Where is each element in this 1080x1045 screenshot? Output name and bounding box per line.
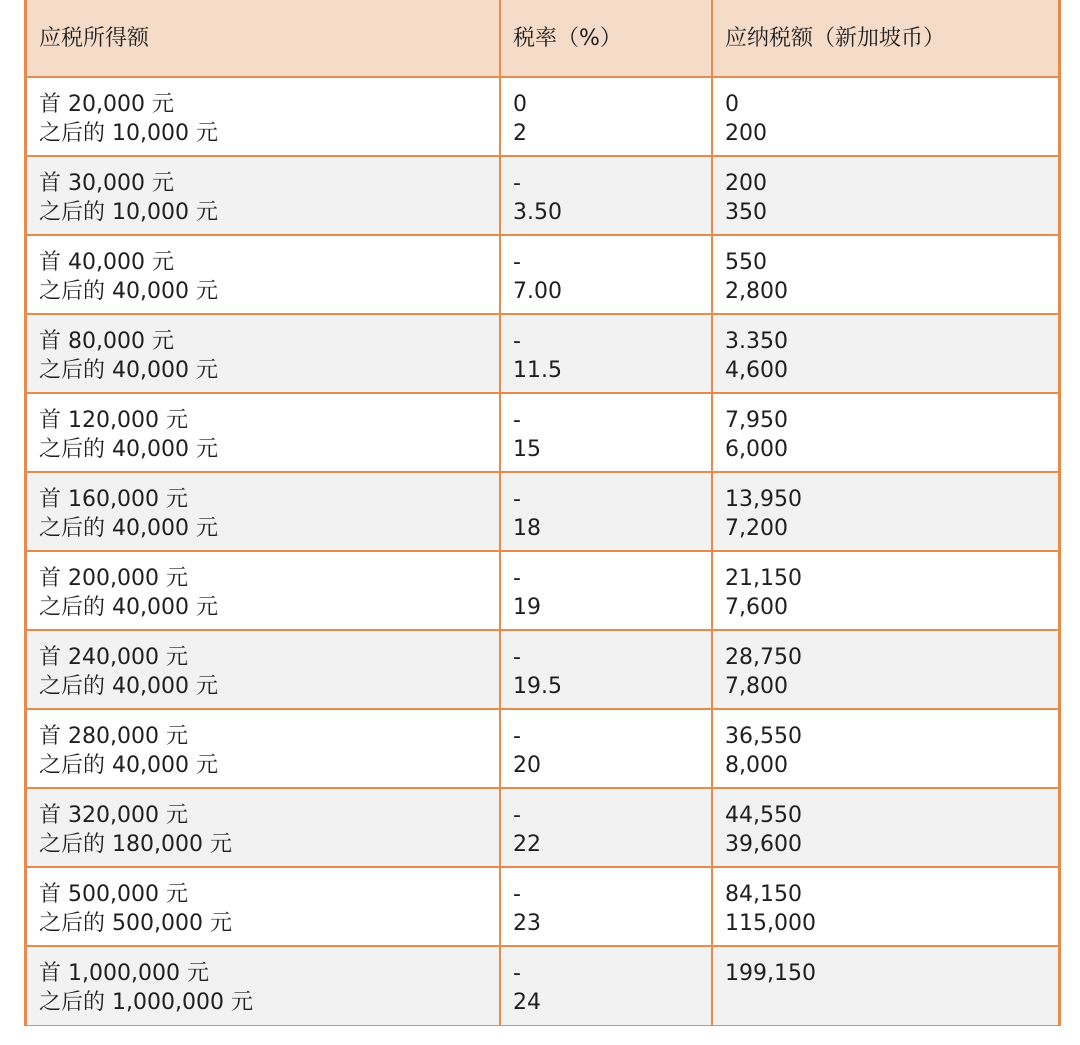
rate-cell: [500, 314, 712, 393]
table-row: [27, 867, 1058, 946]
rate-next: 15: [513, 437, 541, 462]
rate-first: -: [513, 961, 521, 986]
tax-first: 84,150: [725, 882, 802, 907]
rate-cell: [500, 393, 712, 472]
income-cell: [27, 235, 500, 314]
tax-cell: [712, 709, 1058, 788]
tax-cell: [712, 788, 1058, 867]
tax-next: 7,600: [725, 595, 788, 620]
income-first: 首 160,000 元: [39, 487, 188, 512]
income-cell: [27, 551, 500, 630]
rate-cell: [500, 156, 712, 235]
tax-first: 44,550: [725, 803, 802, 828]
income-first: 首 240,000 元: [39, 645, 188, 670]
rate-next: 7.00: [513, 279, 562, 304]
rate-next: 22: [513, 832, 541, 857]
rate-next: 24: [513, 990, 541, 1015]
tax-cell: [712, 472, 1058, 551]
rate-next: 18: [513, 516, 541, 541]
tax-rate-table: [27, 0, 1058, 1025]
income-next: 之后的 1,000,000 元: [39, 990, 253, 1015]
income-first: 首 500,000 元: [39, 882, 188, 907]
rate-first: -: [513, 724, 521, 749]
income-first: 首 120,000 元: [39, 408, 188, 433]
rate-cell: [500, 630, 712, 709]
tax-next: 200: [725, 121, 767, 146]
tax-rate-table-frame: [24, 0, 1061, 1026]
tax-cell: [712, 551, 1058, 630]
income-next: 之后的 40,000 元: [39, 437, 218, 462]
tax-first: 199,150: [725, 961, 816, 986]
table-row: [27, 946, 1058, 1025]
table-header-row: [27, 0, 1058, 77]
income-cell: [27, 393, 500, 472]
income-cell: [27, 77, 500, 156]
income-next: 之后的 10,000 元: [39, 121, 218, 146]
tax-cell: [712, 630, 1058, 709]
rate-cell: [500, 472, 712, 551]
rate-cell: [500, 946, 712, 1025]
income-next: 之后的 180,000 元: [39, 832, 232, 857]
table-row: [27, 235, 1058, 314]
rate-first: -: [513, 803, 521, 828]
table-row: [27, 788, 1058, 867]
table-row: [27, 314, 1058, 393]
header-taxable-income: 应税所得额: [27, 0, 500, 77]
tax-cell: [712, 393, 1058, 472]
rate-first: -: [513, 250, 521, 275]
tax-next: 2,800: [725, 279, 788, 304]
tax-next: 115,000: [725, 911, 816, 936]
tax-first: 0: [725, 92, 739, 117]
tax-next: 6,000: [725, 437, 788, 462]
rate-cell: [500, 551, 712, 630]
header-tax-payable: 应纳税额（新加坡币）: [712, 0, 1058, 77]
tax-first: 550: [725, 250, 767, 275]
income-next: 之后的 40,000 元: [39, 674, 218, 699]
tax-cell: [712, 867, 1058, 946]
tax-first: 36,550: [725, 724, 802, 749]
income-first: 首 20,000 元: [39, 92, 174, 117]
income-first: 首 320,000 元: [39, 803, 188, 828]
tax-cell: [712, 946, 1058, 1025]
rate-next: 20: [513, 753, 541, 778]
rate-first: -: [513, 329, 521, 354]
rate-first: 0: [513, 92, 527, 117]
rate-next: 11.5: [513, 358, 562, 383]
table-row: [27, 551, 1058, 630]
table-row: [27, 393, 1058, 472]
income-cell: [27, 156, 500, 235]
tax-next: 7,200: [725, 516, 788, 541]
tax-next: 39,600: [725, 832, 802, 857]
rate-cell: [500, 235, 712, 314]
tax-cell: [712, 77, 1058, 156]
income-first: 首 80,000 元: [39, 329, 174, 354]
income-cell: [27, 314, 500, 393]
income-cell: [27, 788, 500, 867]
rate-cell: [500, 867, 712, 946]
income-cell: [27, 630, 500, 709]
rate-cell: [500, 709, 712, 788]
income-first: 首 200,000 元: [39, 566, 188, 591]
tax-next: 350: [725, 200, 767, 225]
tax-first: 28,750: [725, 645, 802, 670]
tax-cell: [712, 314, 1058, 393]
tax-first: 200: [725, 171, 767, 196]
income-cell: [27, 946, 500, 1025]
income-first: 首 40,000 元: [39, 250, 174, 275]
rate-first: -: [513, 408, 521, 433]
tax-first: 7,950: [725, 408, 788, 433]
table-row: [27, 472, 1058, 551]
rate-next: 19.5: [513, 674, 562, 699]
table-row: [27, 156, 1058, 235]
rate-first: -: [513, 566, 521, 591]
rate-first: -: [513, 645, 521, 670]
income-cell: [27, 472, 500, 551]
income-next: 之后的 40,000 元: [39, 753, 218, 778]
tax-first: 13,950: [725, 487, 802, 512]
income-first: 首 30,000 元: [39, 171, 174, 196]
income-cell: [27, 867, 500, 946]
income-next: 之后的 40,000 元: [39, 595, 218, 620]
income-first: 首 1,000,000 元: [39, 961, 209, 986]
rate-cell: [500, 77, 712, 156]
rate-next: 2: [513, 121, 527, 146]
table-row: [27, 630, 1058, 709]
rate-first: -: [513, 882, 521, 907]
tax-first: 3.350: [725, 329, 788, 354]
income-next: 之后的 40,000 元: [39, 516, 218, 541]
income-next: 之后的 40,000 元: [39, 358, 218, 383]
rate-cell: [500, 788, 712, 867]
rate-next: 3.50: [513, 200, 562, 225]
tax-next: 8,000: [725, 753, 788, 778]
income-cell: [27, 709, 500, 788]
income-next: 之后的 40,000 元: [39, 279, 218, 304]
income-next: 之后的 10,000 元: [39, 200, 218, 225]
rate-first: -: [513, 171, 521, 196]
rate-next: 19: [513, 595, 541, 620]
income-next: 之后的 500,000 元: [39, 911, 232, 936]
rate-first: -: [513, 487, 521, 512]
tax-next: 7,800: [725, 674, 788, 699]
rate-next: 23: [513, 911, 541, 936]
header-tax-rate: 税率（%）: [500, 0, 712, 77]
table-row: [27, 77, 1058, 156]
tax-next: 4,600: [725, 358, 788, 383]
table-row: [27, 709, 1058, 788]
income-first: 首 280,000 元: [39, 724, 188, 749]
tax-cell: [712, 156, 1058, 235]
tax-first: 21,150: [725, 566, 802, 591]
tax-cell: [712, 235, 1058, 314]
